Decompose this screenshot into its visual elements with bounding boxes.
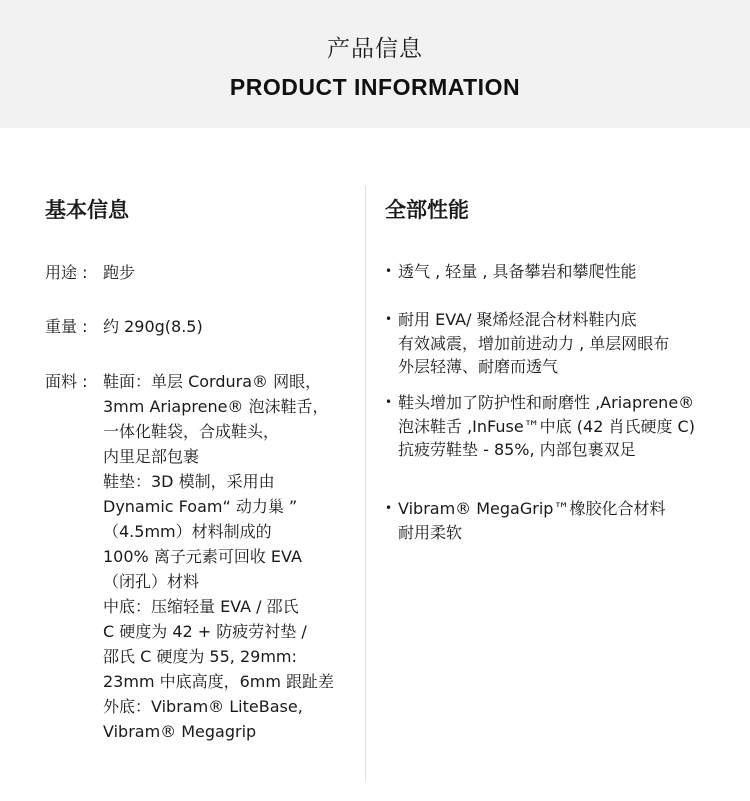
bullet-dot: • — [385, 395, 393, 409]
performance-column — [385, 196, 745, 542]
material-line: Vibram® Megagrip — [103, 722, 257, 741]
list-item-text: 耐用柔软 — [398, 522, 463, 542]
material-line: 3mm Ariaprene® 泡沫鞋舌， — [103, 397, 329, 416]
list-item — [385, 260, 637, 284]
material-line: （闭孔）材料 — [103, 572, 200, 591]
list-item-text: 泡沫鞋舌 ,InFuse™中底 (42 肖氏硬度 C) — [398, 416, 695, 436]
list-item-text: 耐用 EVA/ 聚烯烃混合材料鞋内底 — [398, 310, 637, 329]
material-line: 鞋垫：3D 模制，采用由 — [103, 472, 275, 491]
material-line: （4.5mm）材料制成的 — [103, 522, 272, 541]
material-line: 一体化鞋袋，合成鞋头， — [103, 422, 280, 441]
column-divider — [365, 186, 366, 781]
material-line: Dynamic Foam“ 动力巢 ” — [103, 497, 298, 516]
list-item — [385, 497, 665, 544]
basic-info-column — [45, 196, 363, 741]
header-banner — [0, 0, 750, 128]
weight-label: 重量 : — [45, 317, 88, 336]
list-item-text: 抗疲劳鞋垫 - 85%, 内部包裹双足 — [398, 440, 636, 459]
material-line: 外底：Vibram® LiteBase, — [103, 697, 303, 716]
list-item-text: Vibram® MegaGrip™橡胶化合材料 — [398, 499, 666, 518]
material-label: 面料 : — [45, 372, 88, 391]
material-line: C 硬度为 42 + 防疲劳衬垫 / — [103, 622, 307, 641]
page-title-chinese: 产品信息 — [327, 36, 423, 62]
basic-info-heading: 基本信息 — [45, 198, 129, 222]
performance-heading: 全部性能 — [385, 198, 469, 222]
list-item-text: 有效减震，增加前进动力 , 单层网眼布 — [398, 333, 670, 353]
material-line: 鞋面：单层 Cordura® 网眼， — [103, 372, 322, 391]
list-item-text: 鞋头增加了防护性和耐磨性 ,Ariaprene® — [398, 393, 695, 412]
material-line: 内里足部包裹 — [103, 447, 200, 466]
weight-value: 约 290g(8.5) — [103, 317, 203, 336]
material-line: 100% 离子元素可回收 EVA — [103, 547, 302, 566]
usage-value: 跑步 — [103, 263, 136, 282]
list-item — [385, 391, 695, 462]
material-line: 邵氏 C 硬度为 55, 29mm: — [103, 647, 297, 666]
material-line: 23mm 中底高度，6mm 跟趾差 — [103, 672, 335, 691]
list-item-text: 透气 , 轻量 , 具备攀岩和攀爬性能 — [398, 262, 637, 281]
material-line: 中底：压缩轻量 EVA / 邵氏 — [103, 597, 299, 616]
list-item-text: 外层轻薄、耐磨而透气 — [398, 357, 559, 376]
bullet-dot: • — [385, 264, 393, 278]
material-value — [103, 369, 334, 744]
page-title-english: PRODUCT INFORMATION — [229, 74, 521, 100]
usage-label: 用途 : — [45, 263, 88, 282]
list-item — [385, 308, 669, 379]
bullet-dot: • — [385, 312, 393, 326]
bullet-dot: • — [385, 501, 393, 515]
